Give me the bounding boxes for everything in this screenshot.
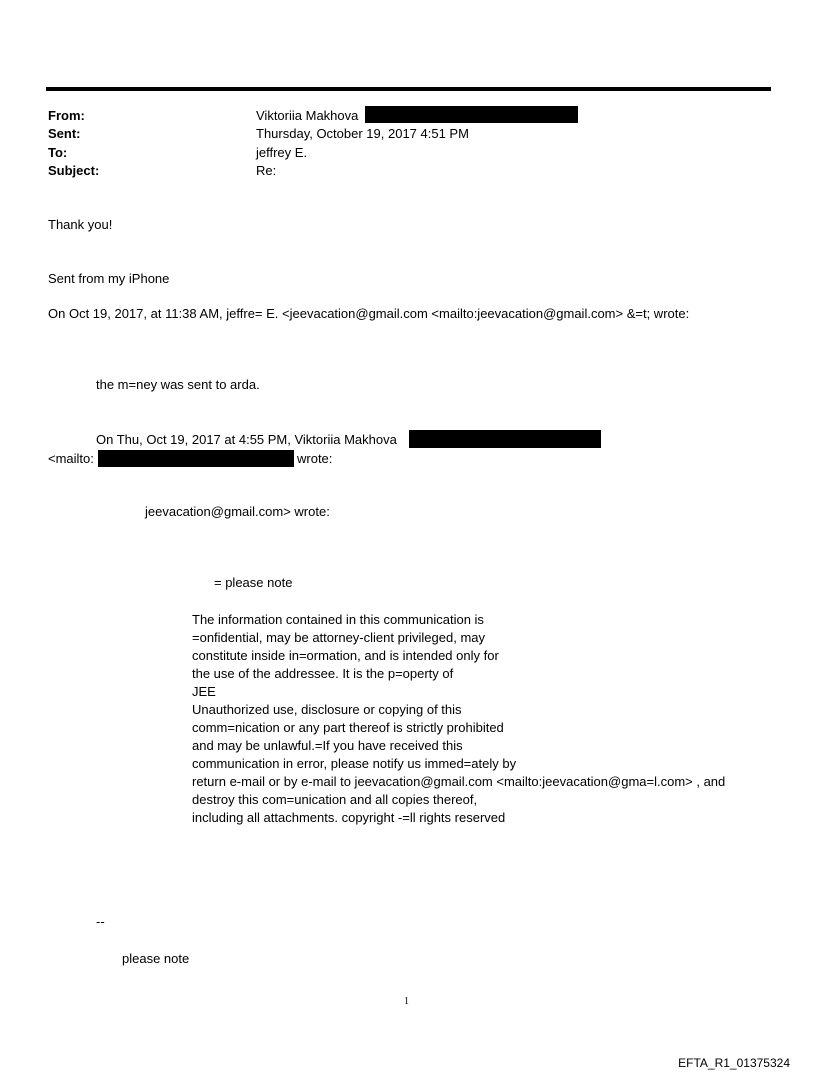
sent-label: Sent: — [48, 126, 81, 141]
disclaimer-line: Unauthorized use, disclosure or copying of this — [192, 702, 462, 717]
wrote-text: wrote: — [297, 451, 333, 466]
mailto-prefix-text: <mailto: — [48, 451, 94, 466]
redaction-block — [98, 450, 294, 467]
subject-label: Subject: — [48, 163, 100, 178]
from-label: From: — [48, 108, 85, 123]
disclaimer-line: The information contained in this communication is — [192, 612, 484, 627]
confidentiality-disclaimer — [192, 611, 725, 827]
separator-dashes: -- — [96, 914, 105, 929]
to-value: jeffrey E. — [256, 145, 308, 160]
disclaimer-line: and may be unlawful.=If you have received this — [192, 738, 463, 753]
header-rule — [46, 87, 771, 91]
jee-wrote-text: jeevacation@gmail.com> wrote: — [145, 504, 330, 519]
subject-value: Re: — [256, 163, 277, 178]
disclaimer-line: JEE — [192, 684, 216, 699]
disclaimer-line: including all attachments. copyright -=ll rights reserved — [192, 810, 506, 825]
signature-text: Sent from my iPhone — [48, 271, 170, 286]
disclaimer-line: =onfidential, may be attorney-client privileged, may — [192, 630, 486, 645]
disclaimer-line: communication in error, please notify us immed=ately by — [192, 756, 517, 771]
please-note-text: please note — [122, 951, 190, 966]
disclaimer-line: the use of the addressee. It is the p=operty of — [192, 666, 454, 681]
redaction-block — [409, 430, 601, 448]
page-number: 1 — [404, 996, 409, 1007]
to-label: To: — [48, 145, 68, 160]
please-note-eq-text: = please note — [214, 575, 293, 590]
thank-you-text: Thank you! — [48, 217, 113, 232]
redaction-block — [365, 106, 578, 123]
disclaimer-line: return e-mail or by e-mail to jeevacation@gmail.com <mailto:jeevacation@gma=l.com> , and — [192, 774, 726, 789]
disclaimer-line: comm=nication or any part thereof is strictly prohibited — [192, 720, 504, 735]
bates-number: EFTA_R1_01375324 — [678, 1056, 790, 1070]
disclaimer-line: destroy this com=unication and all copies thereof, — [192, 792, 478, 807]
sent-value: Thursday, October 19, 2017 4:51 PM — [256, 126, 469, 141]
quote-intro-text: On Oct 19, 2017, at 11:38 AM, jeffre= E. <jeevacation@gmail.com <mailto:jeevacation@gmail.com> &=t; wrote: — [48, 306, 690, 321]
from-value: Viktoriia Makhova — [256, 108, 359, 123]
nested-intro-text: On Thu, Oct 19, 2017 at 4:55 PM, Viktoriia Makhova — [96, 432, 397, 447]
money-line-text: the m=ney was sent to arda. — [96, 377, 260, 392]
disclaimer-line: constitute inside in=ormation, and is intended only for — [192, 648, 499, 663]
